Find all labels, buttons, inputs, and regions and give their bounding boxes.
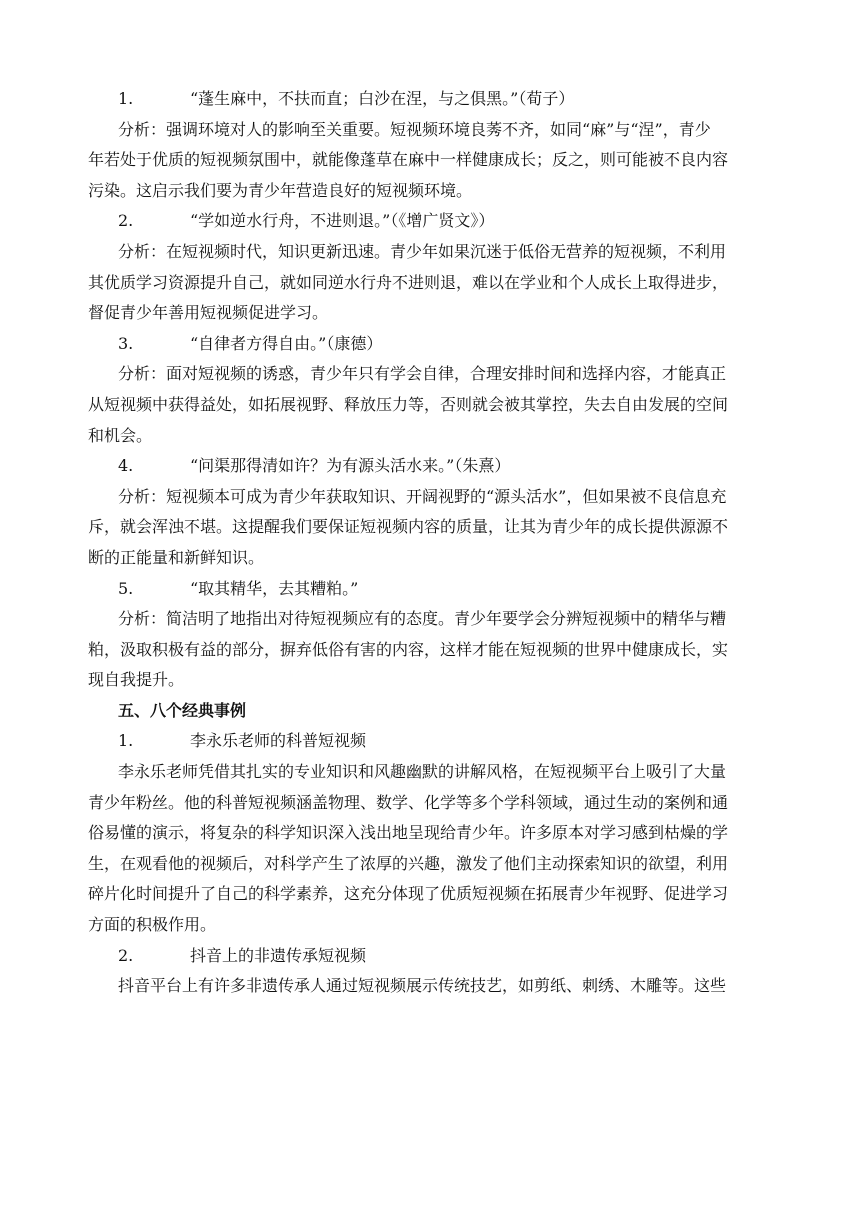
quote-item xyxy=(88,329,784,360)
case-body-line: 俗易懂的演示，将复杂的科学知识深入浅出地呈现给青少年。许多原本对学习感到枯燥的学 xyxy=(88,823,729,843)
case-body xyxy=(88,971,784,1002)
analysis-line: 分析：在短视频时代，知识更新迅速。青少年如果沉迷于低俗无营养的短视频，不利用 xyxy=(118,241,727,261)
case-body-line: 生，在观看他的视频后，对科学产生了浓厚的兴趣，激发了他们主动探索知识的欲望，利用 xyxy=(88,853,729,873)
analysis-line: 其优质学习资源提升自己，就如同逆水行舟不进则退，难以在学业和个人成长上取得进步， xyxy=(88,272,729,292)
case-number: 2. xyxy=(118,945,134,965)
quote-number: 1. xyxy=(118,89,134,108)
quote-item xyxy=(88,206,784,237)
quote-number: 2. xyxy=(118,211,134,231)
quote-text: “自律者方得自由。”（康德） xyxy=(190,333,383,353)
analysis-line: 分析：简洁明了地指出对待短视频应有的态度。青少年要学会分辨短视频中的精华与糟 xyxy=(118,609,727,629)
case-body-line: 方面的积极作用。 xyxy=(88,915,217,935)
analysis-line: 分析：面对短视频的诱惑，青少年只有学会自律，合理安排时间和选择内容，才能真正 xyxy=(118,364,727,384)
quote-number: 5. xyxy=(118,578,134,598)
case-body xyxy=(88,757,784,941)
analysis-line: 断的正能量和新鲜知识。 xyxy=(88,547,265,567)
quote-text: “学如逆水行舟，不进则退。”（《增广贤文》） xyxy=(190,211,495,231)
case-item xyxy=(88,726,784,757)
analysis-line: 分析：短视频本可成为青少年获取知识、开阔视野的“源头活水”，但如果被不良信息充 xyxy=(118,486,727,506)
quote-text: “问渠那得清如许？为有源头活水来。”（朱熹） xyxy=(190,456,511,476)
analysis-line: 从短视频中获得益处，如拓展视野、释放压力等，否则就会被其掌控，失去自由发展的空间 xyxy=(88,394,729,414)
quote-item xyxy=(88,84,784,115)
analysis-line: 年若处于优质的短视频氛围中，就能像蓬草在麻中一样健康成长；反之，则可能被不良内容 xyxy=(88,150,729,170)
quote-analysis xyxy=(88,482,784,574)
quote-analysis xyxy=(88,237,784,329)
analysis-line: 督促青少年善用短视频促进学习。 xyxy=(88,303,329,323)
case-number: 1. xyxy=(118,731,134,751)
analysis-line: 粕，汲取积极有益的部分，摒弃低俗有害的内容，这样才能在短视频的世界中健康成长，实 xyxy=(88,639,729,659)
quote-item xyxy=(88,451,784,482)
analysis-line: 现自我提升。 xyxy=(88,670,185,690)
analysis-line: 和机会。 xyxy=(88,425,153,445)
quote-item xyxy=(88,574,784,605)
analysis-line: 斥，就会浑浊不堪。这提醒我们要保证短视频内容的质量，让其为青少年的成长提供源源不 xyxy=(88,517,729,537)
case-title: 李永乐老师的科普短视频 xyxy=(190,731,367,751)
quote-text: “取其精华，去其糟粕。” xyxy=(190,578,359,598)
analysis-line: 分析：强调环境对人的影响至关重要。短视频环境良莠不齐，如同“麻”与“涅”，青少 xyxy=(118,119,711,139)
quote-analysis xyxy=(88,359,784,451)
quote-number: 4. xyxy=(118,456,134,476)
case-item xyxy=(88,941,784,972)
case-body-line: 青少年粉丝。他的科普短视频涵盖物理、数学、化学等多个学科领域，通过生动的案例和通 xyxy=(88,792,729,812)
quote-analysis xyxy=(88,115,784,207)
quote-text: “蓬生麻中，不扶而直；白沙在涅，与之俱黑。”（荀子） xyxy=(190,89,575,108)
section-heading: 五、八个经典事例 xyxy=(118,700,247,720)
case-body-line: 碎片化时间提升了自己的科学素养，这充分体现了优质短视频在拓展青少年视野、促进学习 xyxy=(88,884,729,904)
case-title: 抖音上的非遗传承短视频 xyxy=(190,945,367,965)
case-body-line: 抖音平台上有许多非遗传承人通过短视频展示传统技艺，如剪纸、刺绣、木雕等。这些 xyxy=(118,976,727,996)
analysis-line: 污染。这启示我们要为青少年营造良好的短视频环境。 xyxy=(88,180,473,200)
case-body-line: 李永乐老师凭借其扎实的专业知识和风趣幽默的讲解风格，在短视频平台上吸引了大量 xyxy=(118,762,727,782)
quote-number: 3. xyxy=(118,333,134,353)
quote-analysis xyxy=(88,604,784,696)
